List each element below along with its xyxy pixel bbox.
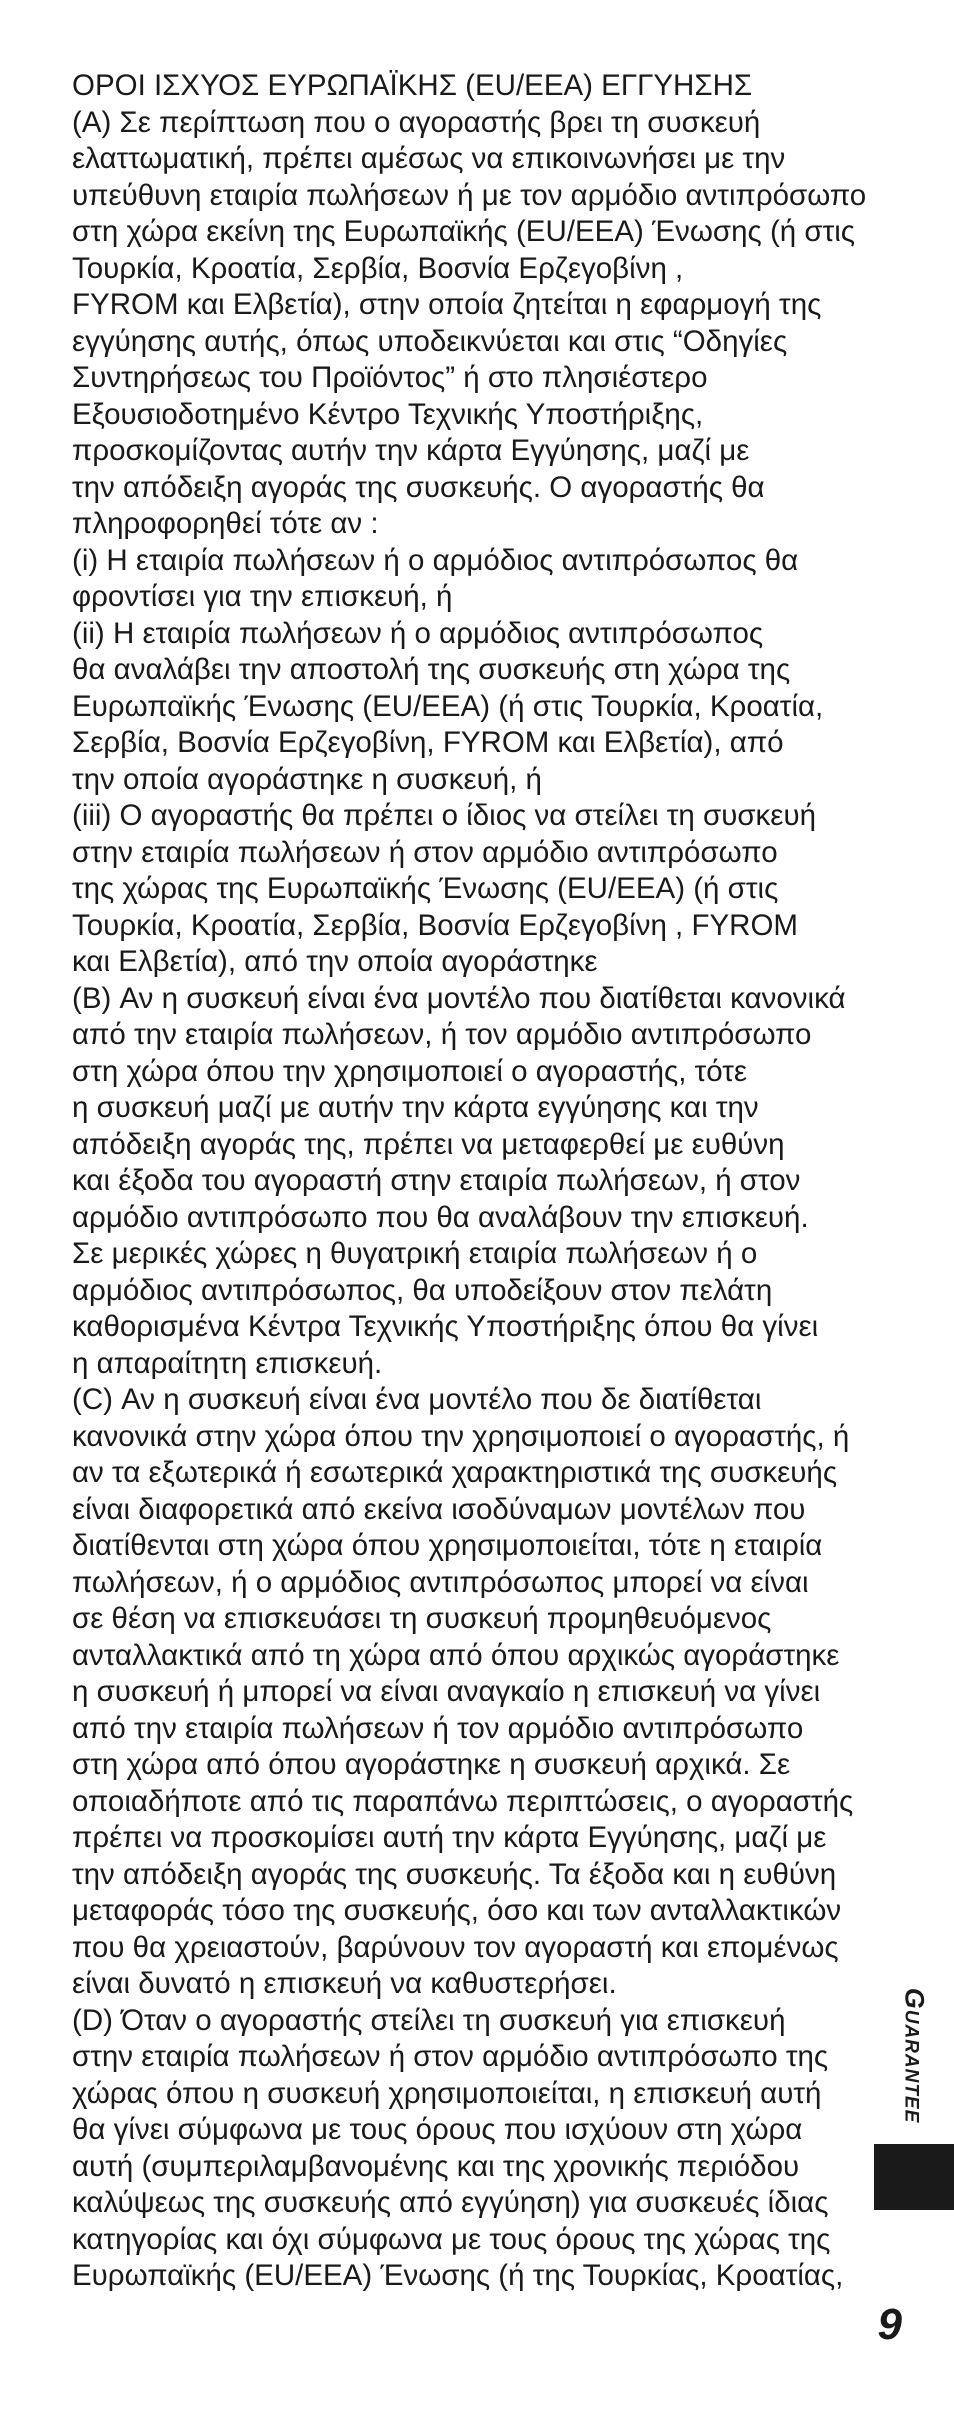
text-line: διατίθενται στη χώρα όπου χρησιμοποιείται, τότε η εταιρία [72, 1529, 823, 1562]
text-line: προσκομίζοντας αυτήν την κάρτα Εγγύησης, μαζί με [72, 434, 750, 467]
text-line: Ευρωπαϊκής Ένωσης (EU/EEA) (ή στις Τουρκία, Κροατία, [72, 689, 824, 723]
text-line: φροντίσει για την επισκευή, ή [72, 580, 453, 613]
section-tab-marker [874, 2144, 954, 2210]
document-heading: ΟΡΟΙ ΙΣΧΥΟΣ ΕΥΡΩΠΑΪΚΗΣ (EU/EEA) ΕΓΓΥΗΣΗΣ [72, 69, 753, 102]
text-line: είναι δυνατό η επισκευή να καθυστερήσει. [72, 1967, 617, 2000]
text-line: σε θέση να επισκευάσει τη συσκευή προμηθευόμενος [72, 1602, 772, 1635]
text-line: ανταλλακτικά από τη χώρα από όπου αρχικώς αγοράστηκε [72, 1638, 840, 1672]
text-line: Σερβία, Βοσνία Ερζεγοβίνη, FYROM και Ελβετία), από [72, 726, 784, 759]
text-line: FYROM και Ελβετία), στην οποία ζητείται η εφαρμογή της [72, 288, 822, 321]
text-line: στη χώρα εκείνη της Ευρωπαϊκής (EU/EEA) Ένωσης (ή στις [72, 215, 856, 248]
text-line: αρμόδιος αντιπρόσωπος, θα υποδείξουν στον πελάτη [72, 1273, 773, 1307]
page-number: 9 [877, 2300, 902, 2349]
text-line: (ii) Η εταιρία πωλήσεων ή ο αρμόδιος αντιπρόσωπος [72, 616, 764, 650]
text-line: Τουρκία, Κροατία, Σερβία, Βοσνία Ερζεγοβίνη , [72, 251, 684, 285]
text-line: είναι διαφορετικά από εκείνα ισοδύναμων μοντέλων που [72, 1492, 806, 1526]
text-line: υπεύθυνη εταιρία πωλήσεων ή με τον αρμόδιο αντιπρόσωπο [72, 178, 867, 212]
text-line: απόδειξη αγοράς της, πρέπει να μεταφερθεί με ευθύνη [72, 1127, 785, 1161]
text-line: αρμόδιο αντιπρόσωπο που θα αναλάβουν την επισκευή. [72, 1200, 809, 1234]
text-line: κανονικά στην χώρα όπου την χρησιμοποιεί ο αγοραστής, ή [72, 1419, 850, 1453]
text-line: μεταφοράς τόσο της συσκευής, όσο και των ανταλλακτικών [72, 1894, 842, 1927]
text-line: Τουρκία, Κροατία, Σερβία, Βοσνία Ερζεγοβίνη , FYROM [72, 908, 798, 942]
text-line: την απόδειξη αγοράς της συσκευής. Ο αγοραστής θα [72, 470, 765, 504]
text-line: στη χώρα όπου την χρησιμοποιεί ο αγοραστής, τότε [72, 1054, 748, 1088]
text-line: (A) Σε περίπτωση που ο αγοραστής βρει τη συσκευή [72, 105, 761, 139]
text-line: που θα χρειαστούν, βαρύνουν τον αγοραστή και επομένως [72, 1930, 839, 1964]
text-line: η απαραίτητη επισκευή. [72, 1346, 383, 1380]
text-line: η συσκευή ή μπορεί να είναι αναγκαίο η επισκευή να γίνει [72, 1675, 821, 1708]
text-line: την οποία αγοράστηκε η συσκευή, ή [72, 762, 542, 796]
section-tab-label: Guarantee [899, 1987, 930, 2123]
warranty-text-column [72, 68, 872, 2295]
text-line: Εξουσιοδοτημένο Κέντρο Τεχνικής Υποστήριξης, [72, 397, 704, 431]
text-line: θα γίνει σύμφωνα με τους όρους που ισχύουν στη χώρα [72, 2113, 803, 2146]
text-line: Ευρωπαϊκής (EU/EEA) Ένωσης (ή της Τουρκίας, Κροατίας, [72, 2259, 844, 2292]
text-line: πληροφορηθεί τότε αν : [72, 507, 379, 540]
text-line: (i) Η εταιρία πωλήσεων ή ο αρμόδιος αντιπρόσωπος θα [72, 543, 799, 577]
text-line: πωλήσεων, ή ο αρμόδιος αντιπρόσωπος μπορεί να είναι [72, 1565, 809, 1599]
text-line: χώρας όπου η συσκευή χρησιμοποιείται, η επισκευή αυτή [72, 2076, 822, 2110]
text-line: στην εταιρία πωλήσεων ή στον αρμόδιο αντιπρόσωπο [72, 835, 778, 869]
text-line: καλύψεως της συσκευής από εγγύηση) για συσκευές ίδιας [72, 2186, 829, 2219]
text-line: καθορισμένα Κέντρα Τεχνικής Υποστήριξης όπου θα γίνει [72, 1310, 819, 1343]
text-line: θα αναλάβει την αποστολή της συσκευής στη χώρα της [72, 653, 791, 686]
text-line: την απόδειξη αγοράς της συσκευής. Τα έξοδα και η ευθύνη [72, 1857, 837, 1891]
text-line: (C) Αν η συσκευή είναι ένα μοντέλο που δε διατίθεται [72, 1383, 762, 1416]
text-line: στη χώρα από όπου αγοράστηκε η συσκευή αρχικά. Σε [72, 1748, 791, 1781]
section-tab-label-wrap [880, 1950, 948, 2160]
text-line: από την εταιρία πωλήσεων ή τον αρμόδιο αντιπρόσωπο [72, 1711, 804, 1745]
text-line: (D) Όταν ο αγοραστής στείλει τη συσκευή για επισκευή [72, 2003, 786, 2037]
text-line: και Ελβετία), από την οποία αγοράστηκε [72, 945, 598, 978]
text-line: οποιαδήποτε από τις παραπάνω περιπτώσεις, ο αγοραστής [72, 1784, 854, 1818]
text-line: αν τα εξωτερικά ή εσωτερικά χαρακτηριστικά της συσκευής [72, 1456, 838, 1489]
text-line: από την εταιρία πωλήσεων, ή τον αρμόδιο αντιπρόσωπο [72, 1018, 812, 1051]
text-line: εγγύησης αυτής, όπως υποδεικνύεται και στις “Οδηγίες [72, 324, 788, 358]
text-line: (B) Αν η συσκευή είναι ένα μοντέλο που διατίθεται κανονικά [72, 981, 846, 1015]
section-tab [874, 1950, 954, 2250]
text-line: ελαττωματική, πρέπει αμέσως να επικοινωνήσει με την [72, 142, 786, 175]
text-line: Συντηρήσεως του Προϊόντος” ή στο πλησιέστερο [72, 361, 708, 394]
text-line: πρέπει να προσκομίσει αυτή την κάρτα Εγγύησης, μαζί με [72, 1821, 827, 1854]
text-line: στην εταιρία πωλήσεων ή στον αρμόδιο αντιπρόσωπο της [72, 2040, 829, 2073]
text-line: αυτή (συμπεριλαμβανομένης και της χρονικής περιόδου [72, 2149, 800, 2183]
text-line: Σε μερικές χώρες η θυγατρική εταιρία πωλήσεων ή ο [72, 1237, 758, 1270]
text-line: η συσκευή μαζί με αυτήν την κάρτα εγγύησης και την [72, 1091, 759, 1124]
text-line: κατηγορίας και όχι σύμφωνα με τους όρους της χώρας της [72, 2222, 831, 2256]
text-line: (iii) Ο αγοραστής θα πρέπει ο ίδιος να στείλει τη συσκευή [72, 799, 816, 832]
text-line: και έξοδα του αγοραστή στην εταιρία πωλήσεων, ή στον [72, 1164, 801, 1197]
text-line: της χώρας της Ευρωπαϊκής Ένωσης (EU/EEA) (ή στις [72, 872, 779, 905]
